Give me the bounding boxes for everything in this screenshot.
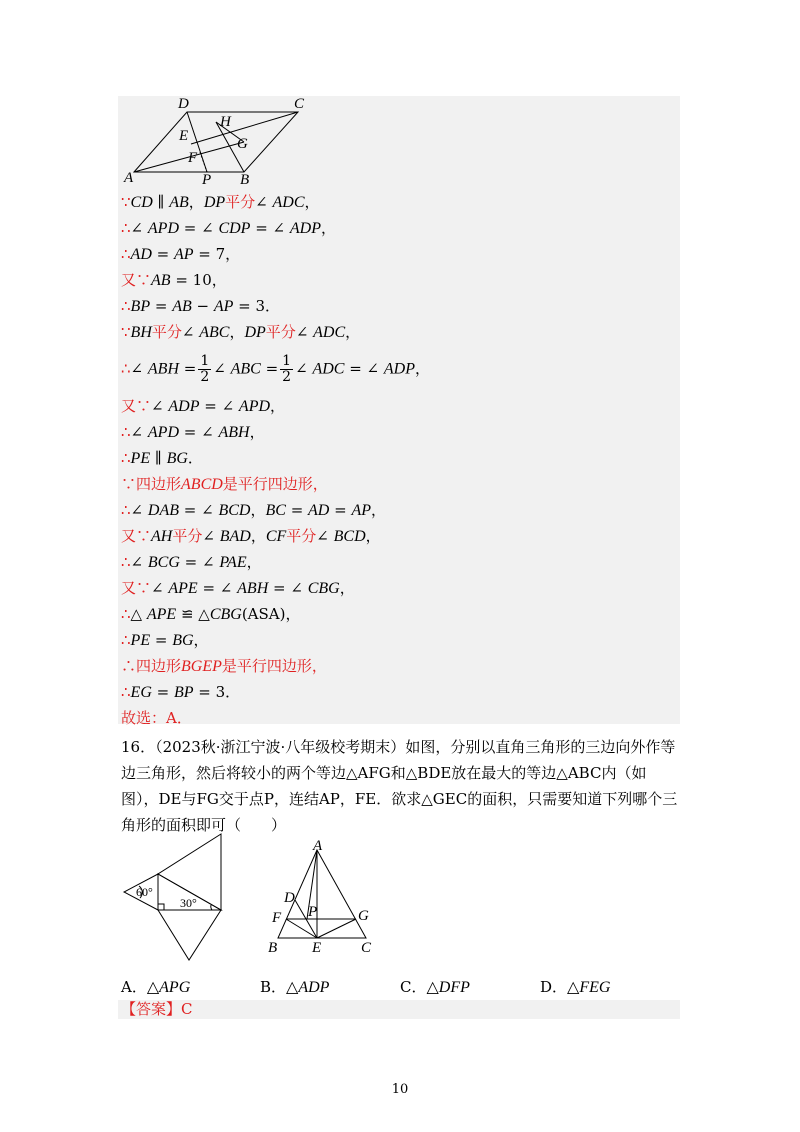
solution-line-4: 又∵AB = 10， bbox=[121, 271, 227, 289]
equilateral-triangle-figure bbox=[262, 838, 382, 960]
solution-line-16: ∴△ APE ≌ △CBG(ASA)， bbox=[121, 605, 301, 623]
solution-line-19: ∴EG = BP = 3． bbox=[121, 683, 241, 701]
solution-line-18: ∴四边形BGEP是平行四边形， bbox=[121, 657, 327, 675]
solution-line-13: 又∵AH平分∠ BAD，CF平分∠ BCD， bbox=[121, 527, 381, 545]
label-E: E bbox=[179, 128, 189, 144]
answer-panel bbox=[118, 1000, 680, 1019]
fraction-half-2: $\frac{1}{2}$ bbox=[282, 353, 292, 385]
right-triangle-figure bbox=[118, 832, 228, 962]
parallelogram-figure bbox=[118, 96, 310, 186]
solution-line-1: ∵CD ∥ AB，DP平分∠ ADC， bbox=[121, 193, 320, 211]
question-text: 如图，分别以直角三角形的三边向外作等边三角形，然后将较小的两个等边△AFG和△BDE放在最大的等边△ABC内（如图），DE与FG交于点P，连结AP，FE．欲求△GEC的面积，只需要知道下列哪个三角形的面积即可（ ） bbox=[121, 738, 678, 834]
label-B: B bbox=[240, 172, 250, 186]
label-G: G bbox=[237, 136, 248, 152]
fig3-label-A: A bbox=[313, 838, 323, 854]
label-H: H bbox=[220, 114, 231, 130]
question-16 bbox=[121, 734, 681, 838]
option-c[interactable]: C．△DFP bbox=[400, 978, 470, 996]
fraction-half: $\frac{1}{2}$ bbox=[200, 353, 210, 385]
solution-line-15: 又∵∠ APE = ∠ ABH = ∠ CBG， bbox=[121, 579, 355, 597]
solution-line-5: ∴BP = AB − AP = 3． bbox=[121, 297, 281, 315]
angle-30-label: 30° bbox=[180, 896, 197, 910]
fig3-label-B: B bbox=[268, 940, 278, 956]
question-source: （2023秋·浙江宁波·八年级校考期末） bbox=[155, 738, 406, 756]
option-d[interactable]: D．△FEG bbox=[540, 978, 611, 996]
label-C: C bbox=[294, 96, 305, 112]
fig3-label-P: P bbox=[308, 904, 318, 920]
fig3-label-D: D bbox=[284, 890, 295, 906]
label-D: D bbox=[178, 96, 189, 112]
option-a[interactable]: A．△APG bbox=[121, 978, 191, 996]
label-F: F bbox=[188, 150, 198, 166]
solution-line-12: ∴∠ DAB = ∠ BCD，BC = AD = AP， bbox=[121, 501, 387, 519]
solution-line-8: 又∵∠ ADP = ∠ APD， bbox=[121, 397, 286, 415]
solution-line-20: 故选：A． bbox=[121, 709, 192, 727]
option-b[interactable]: B．△ADP bbox=[260, 978, 330, 996]
solution-line-7: ∴∠ ABH = $\frac{1}{2}$ ∠ ABC = $\frac{1}{2}$ ∠ ADC = ∠ ADP， bbox=[121, 353, 431, 385]
question-number: 16． bbox=[121, 738, 156, 756]
solution-line-14: ∴∠ BCG = ∠ PAE， bbox=[121, 553, 262, 571]
solution-line-2: ∴∠ APD = ∠ CDP = ∠ ADP， bbox=[121, 219, 337, 237]
solution-line-10: ∴PE ∥ BG． bbox=[121, 449, 203, 467]
solution-line-17: ∴PE = BG， bbox=[121, 631, 209, 649]
angle-60-label: 60° bbox=[136, 885, 153, 899]
fig3-label-C: C bbox=[361, 940, 372, 956]
solution-line-9: ∴∠ APD = ∠ ABH， bbox=[121, 423, 265, 441]
solution-line-3: ∴AD = AP = 7， bbox=[121, 245, 241, 263]
fig3-label-E: E bbox=[312, 940, 322, 956]
fig3-label-F: F bbox=[272, 910, 282, 926]
fig3-label-G: G bbox=[358, 908, 369, 924]
page-number: 10 bbox=[391, 1082, 409, 1097]
solution-line-6: ∵BH平分∠ ABC，DP平分∠ ADC， bbox=[121, 323, 361, 341]
label-A: A bbox=[124, 170, 134, 186]
label-P: P bbox=[202, 172, 212, 186]
answer-line: 【答案】C bbox=[121, 1000, 193, 1018]
solution-line-11: ∵四边形ABCD是平行四边形， bbox=[121, 475, 328, 493]
